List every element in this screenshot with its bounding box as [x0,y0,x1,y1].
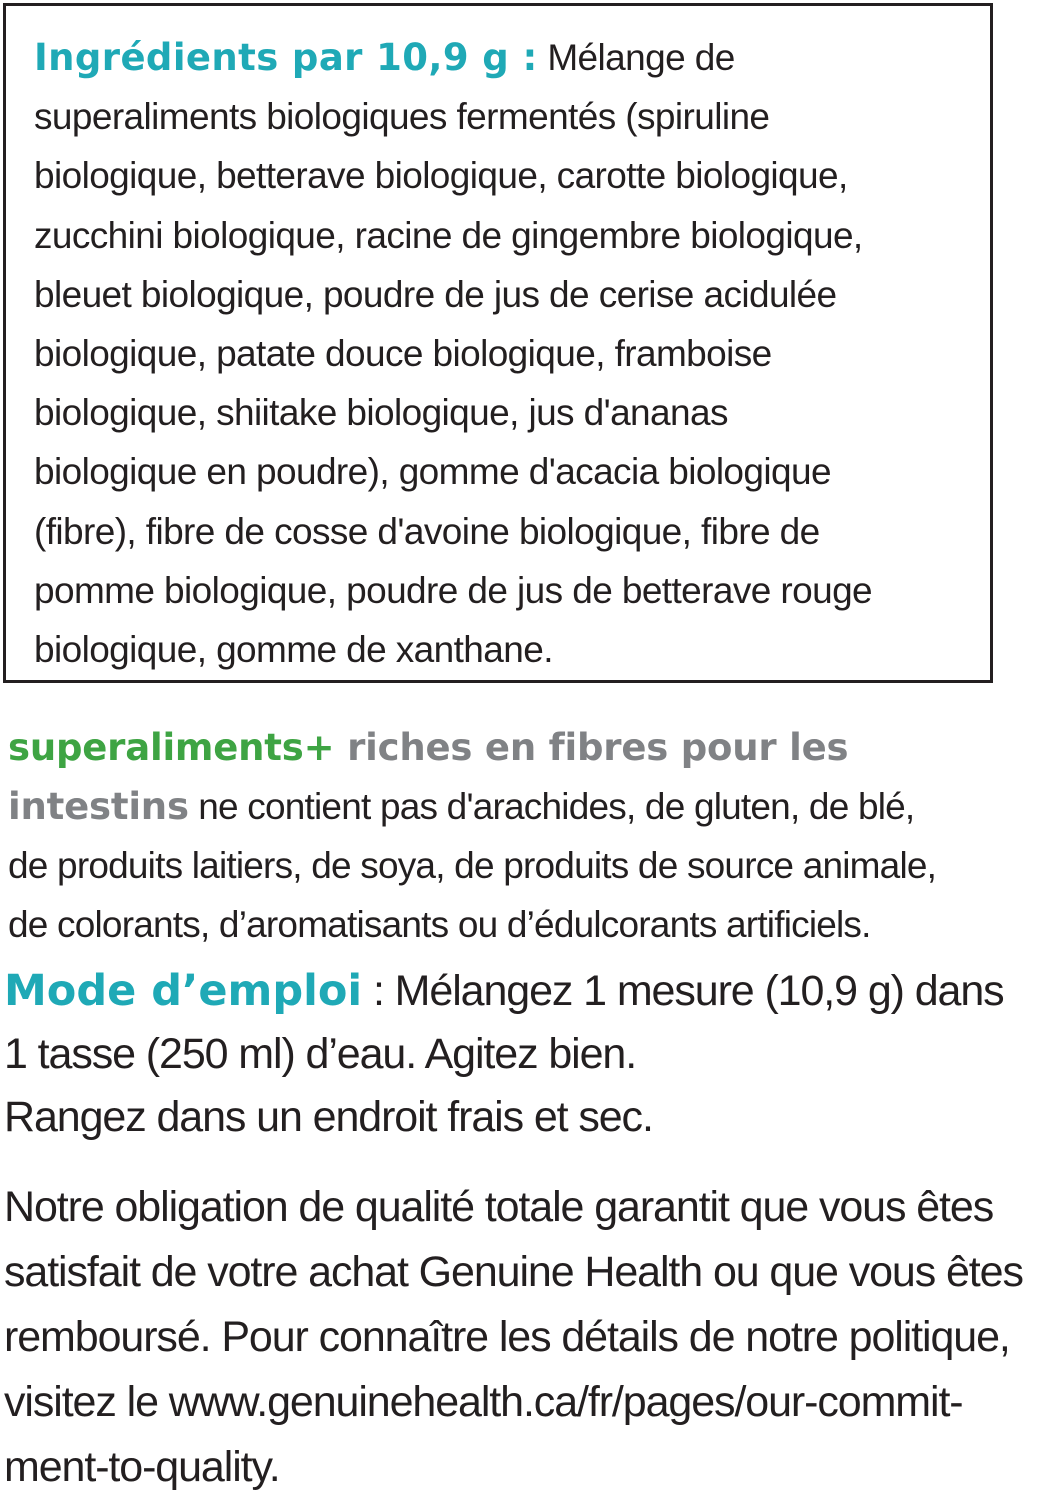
ingredients-line: pomme biologique, poudre de jus de betterave rouge [34,569,873,611]
ingredients-box [3,3,993,683]
ingredients-line: biologique, shiitake biologique, jus d'ananas [34,392,728,434]
ingredients-paragraph [34,28,962,679]
guarantee-url-line: ment-to-quality. [4,1443,280,1491]
ingredients-line: superaliments biologiques fermentés (spiruline [34,96,770,138]
guarantee-line: remboursé. Pour connaître les détails de notre politique, [4,1313,1010,1361]
ingredients-line: biologique, patate douce biologique, framboise [34,333,772,375]
ingredients-line: Mélange de [537,37,735,78]
allergen-statement [8,718,1048,954]
ingredients-line: zucchini biologique, racine de gingembre biologique, [34,214,863,256]
allergen-line: de produits laitiers, de soya, de produits de source animale, [8,845,937,886]
guarantee-line: satisfait de votre achat Genuine Health ou que vous êtes [4,1248,1023,1296]
directions-line: Rangez dans un endroit frais et sec. [4,1093,653,1141]
guarantee-url-line: visitez le www.genuinehealth.ca/fr/pages/our-commit- [4,1378,963,1426]
ingredients-line: biologique, betterave biologique, carotte biologique, [34,155,848,197]
allergen-line: de colorants, d’aromatisants ou d’édulcorants artificiels. [8,904,871,945]
allergen-line: ne contient pas d'arachides, de gluten, de blé, [188,786,915,827]
product-brand-name: superaliments+ [8,726,335,769]
ingredients-line: biologique en poudre), gomme d'acacia biologique [34,451,831,493]
product-tagline: riches en fibres pour les [334,726,849,769]
directions-heading: Mode d’emploi [4,966,363,1016]
ingredients-heading: Ingrédients par 10,9 g : [34,36,538,79]
directions-paragraph [4,960,1057,1149]
quality-guarantee [4,1175,1057,1500]
ingredients-line: bleuet biologique, poudre de jus de cerise acidulée [34,273,837,315]
directions-line: 1 tasse (250 ml) d’eau. Agitez bien. [4,1030,637,1078]
ingredients-line: (fibre), fibre de cosse d'avoine biologique, fibre de [34,510,820,552]
product-tagline-end: intestins [8,785,189,828]
guarantee-line: Notre obligation de qualité totale garantit que vous êtes [4,1183,994,1231]
directions-line: : Mélangez 1 mesure (10,9 g) dans [362,967,1004,1015]
ingredients-line: biologique, gomme de xanthane. [34,629,553,671]
